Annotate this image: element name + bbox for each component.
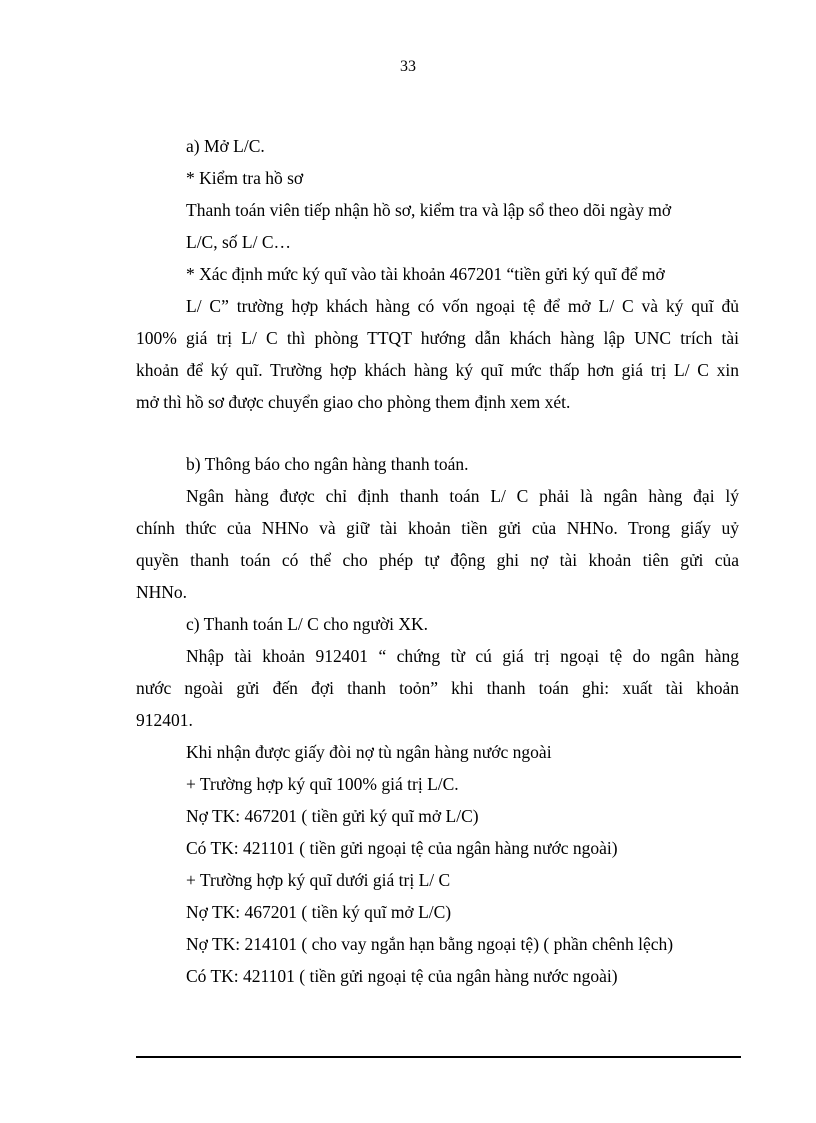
paragraph-line: L/ C” trường hợp khách hàng có vốn ngoại tệ để mở L/ C và ký quĩ đủ (186, 296, 739, 316)
paragraph-line: mở thì hồ sơ được chuyển giao cho phòng them định xem xét. (136, 392, 571, 412)
entry-line: Có TK: 421101 ( tiền gửi ngoại tệ của ngân hàng nước ngoài) (186, 966, 618, 986)
entry-line: Có TK: 421101 ( tiền gửi ngoại tệ của ngân hàng nước ngoài) (186, 838, 618, 858)
page-number: 33 (400, 58, 416, 75)
paragraph-line: Nhập tài khoản 912401 “ chứng từ cú giá trị ngoại tệ do ngân hàng (186, 646, 739, 666)
section-spacer (136, 418, 739, 448)
paragraph-line: nước ngoài gửi đến đợi thanh toỏn” khi thanh toán ghi: xuất tài khoản (136, 678, 739, 698)
deposit-heading: * Xác định mức ký quĩ vào tài khoản 467201 “tiền gửi ký quĩ để mở (186, 264, 665, 284)
check-documents-heading: * Kiểm tra hồ sơ (186, 168, 304, 188)
section-a-heading: a) Mở L/C. (186, 136, 265, 156)
entry-line: Nợ TK: 214101 ( cho vay ngắn hạn bằng ngoại tệ) ( phần chênh lệch) (186, 934, 674, 954)
entry-line: Nợ TK: 467201 ( tiền ký quĩ mở L/C) (186, 902, 452, 922)
paragraph-line: Thanh toán viên tiếp nhận hồ sơ, kiểm tra và lập sổ theo dõi ngày mở (186, 200, 672, 220)
entry-line: Nợ TK: 467201 ( tiền gửi ký quĩ mở L/C) (186, 806, 479, 826)
paragraph-line: Ngân hàng được chỉ định thanh toán L/ C phải là ngân hàng đại lý (186, 486, 739, 506)
paragraph-line: NHNo. (136, 582, 188, 602)
entry-line: + Trường hợp ký quĩ dưới giá trị L/ C (186, 870, 451, 890)
section-c-heading: c) Thanh toán L/ C cho người XK. (186, 614, 428, 634)
paragraph-line: khoản để ký quĩ. Trường hợp khách hàng ký quĩ mức thấp hơn giá trị L/ C xin (136, 360, 739, 380)
paragraph-line: L/C, số L/ C… (186, 232, 292, 252)
entry-line: Khi nhận được giấy đòi nợ tù ngân hàng nước ngoài (186, 742, 552, 762)
footer-rule (136, 1056, 741, 1058)
paragraph-line: 912401. (136, 710, 193, 730)
paragraph-line: 100% giá trị L/ C thì phòng TTQT hướng dẫn khách hàng lập UNC trích tài (136, 328, 739, 348)
document-body (136, 130, 739, 992)
entry-line: + Trường hợp ký quĩ 100% giá trị L/C. (186, 774, 459, 794)
section-b-heading: b) Thông báo cho ngân hàng thanh toán. (186, 454, 469, 474)
paragraph-line: chính thức của NHNo và giữ tài khoản tiền gửi của NHNo. Trong giấy uỷ (136, 518, 739, 538)
paragraph-line: quyền thanh toán có thể cho phép tự động ghi nợ tài khoản tiên gửi của (136, 550, 739, 570)
